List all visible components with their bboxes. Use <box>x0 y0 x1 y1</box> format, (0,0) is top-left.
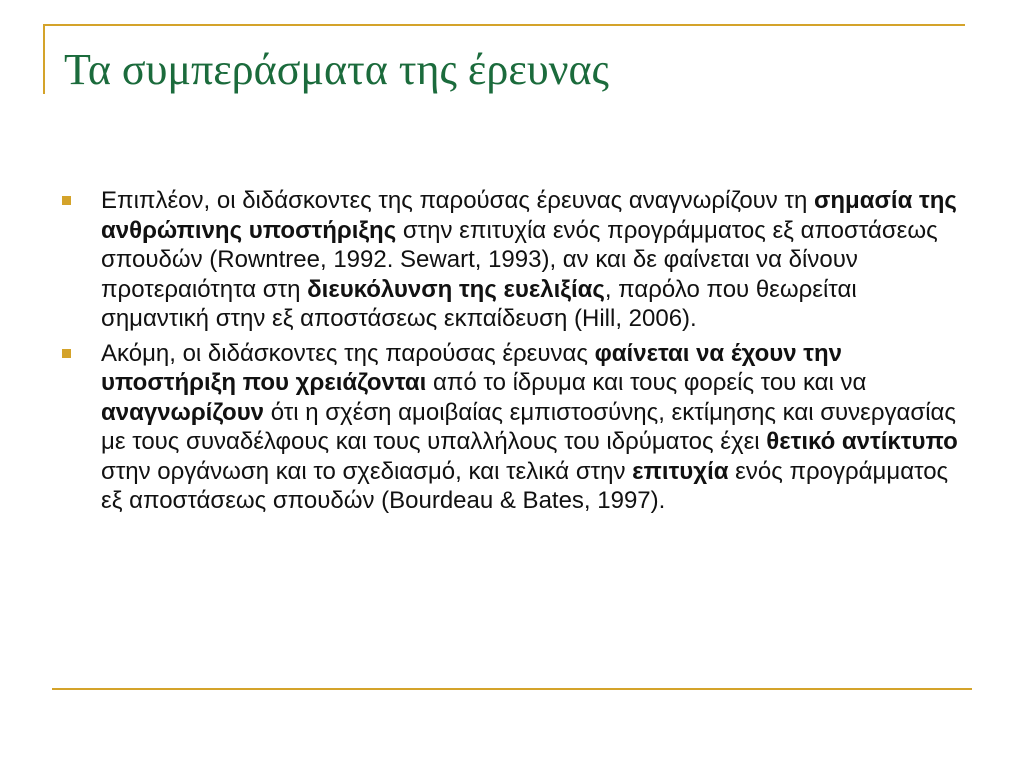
text-segment: ενός προγράμματος εξ αποστάσεως σπουδών (Bourdeau & Bates, 1997). <box>101 457 949 514</box>
bullet-list <box>62 186 962 521</box>
bullet-item <box>62 339 962 516</box>
emphasis-text: επιτυχία <box>632 457 729 485</box>
top-divider-line <box>43 24 965 26</box>
text-segment: ότι η σχέση αμοιβαίας εμπιστοσύνης, εκτίμησης και συνεργασίας με τους συναδέλφους και τους υπαλλήλους του ιδρύματος έχει <box>101 398 956 455</box>
text-segment: , παρόλο που θεωρείται σημαντική στην εξ αποστάσεως εκπαίδευση (Hill, 2006). <box>101 275 857 332</box>
bullet-item <box>62 186 962 334</box>
bullet-text <box>101 340 958 515</box>
emphasis-text: διευκόλυνση της ευελιξίας <box>307 275 605 303</box>
bullet-text <box>101 187 957 332</box>
text-segment: Επιπλέον, οι διδάσκοντες της παρούσας έρευνας αναγνωρίζουν τη <box>101 187 814 214</box>
left-accent-line <box>43 24 45 94</box>
emphasis-text: αναγνωρίζουν <box>101 398 265 426</box>
text-segment: από το ίδρυμα και τους φορείς του και να <box>426 369 867 396</box>
emphasis-text: φαίνεται να έχουν την υποστήριξη που χρειάζονται <box>101 339 842 396</box>
square-bullet-icon <box>62 349 71 358</box>
text-segment: στην επιτυχία ενός προγράμματος εξ αποστάσεως σπουδών (Rowntree, 1992. Sewart, 1993), αν και δε φαίνεται να δίνουν προτεραιότητα στη <box>101 216 938 303</box>
text-segment: στην οργάνωση και το σχεδιασμό, και τελικά στην <box>101 457 633 485</box>
slide-title: Τα συμπεράσματα της έρευνας <box>64 45 609 94</box>
text-segment: Ακόμη, οι διδάσκοντες της παρούσας έρευνας <box>101 339 595 367</box>
square-bullet-icon <box>62 196 71 205</box>
emphasis-text: σημασία της ανθρώπινης υποστήριξης <box>101 187 957 244</box>
bottom-divider-line <box>52 688 972 690</box>
emphasis-text: θετικό αντίκτυπο <box>766 428 958 455</box>
